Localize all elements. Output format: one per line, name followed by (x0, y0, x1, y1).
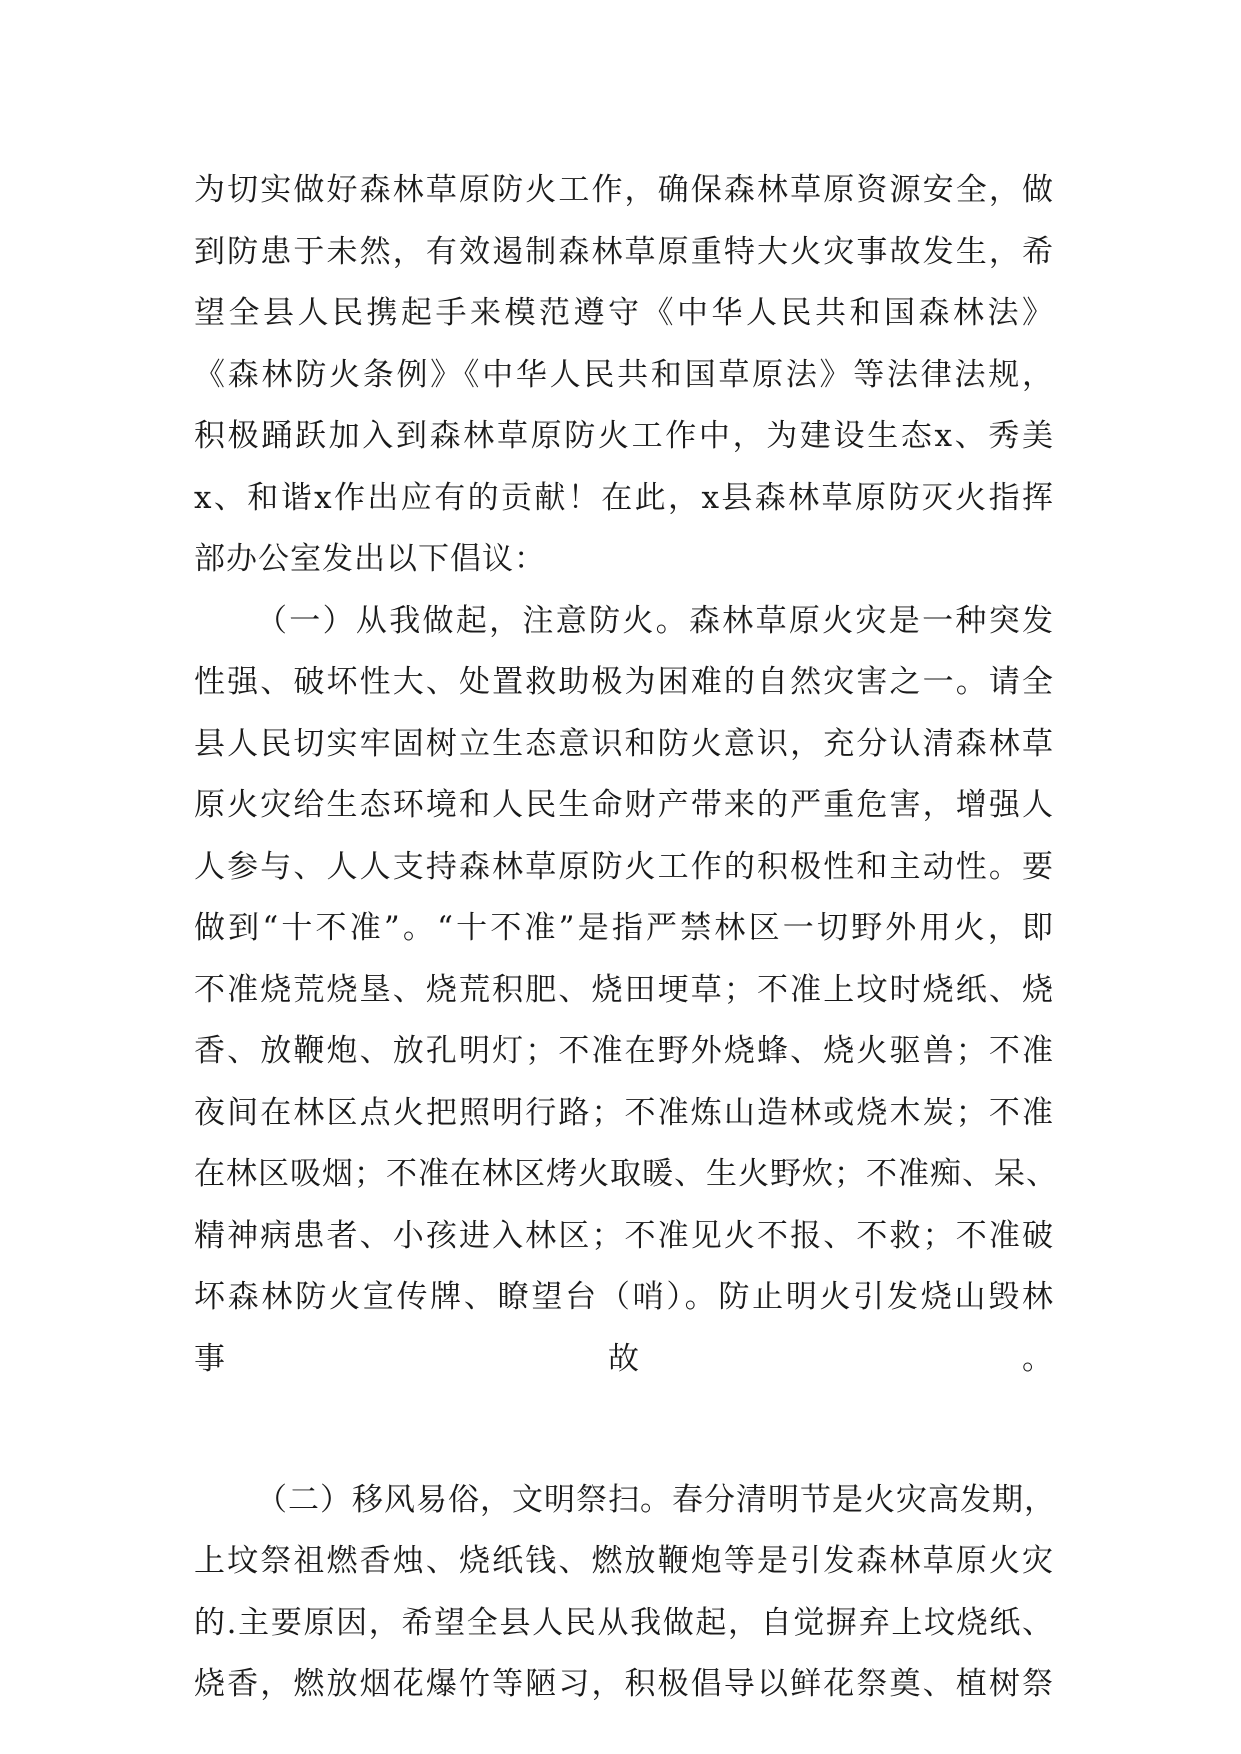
document-body (194, 160, 1058, 1716)
text-line: 县人民切实牢固树立生态意识和防火意识，充分认清森林草 (194, 725, 1054, 762)
paragraph-spacer (194, 1452, 1054, 1470)
text-line: 精神病患者、小孩进入林区；不准见火不报、不救；不准破 (194, 1217, 1054, 1254)
text-line: 夜间在林区点火把照明行路；不准炼山造林或烧木炭；不准 (194, 1094, 1054, 1131)
text-line: 烧香，燃放烟花爆竹等陋习，积极倡导以鲜花祭奠、植树祭 (194, 1666, 1054, 1702)
paragraph-item-1 (194, 591, 1058, 1452)
text-line: 的.主要原因，希望全县人民从我做起，自觉摒弃上坟烧纸、 (194, 1604, 1054, 1641)
text-line: （一）从我做起，注意防火。森林草原火灾是一种突发 (256, 602, 1054, 639)
text-line: 坏森林防火宣传牌、瞭望台（哨）。防止明火引发烧山毁林 (194, 1279, 1054, 1315)
text-line: 事故。 (194, 1340, 1054, 1377)
text-line: 上坟祭祖燃香烛、烧纸钱、燃放鞭炮等是引发森林草原火灾 (194, 1543, 1054, 1579)
text-line (194, 1390, 1054, 1452)
paragraph-intro (194, 160, 1054, 591)
text-line: 部办公室发出以下倡议： (194, 541, 546, 577)
text-line: 积极踊跃加入到森林草原防火工作中，为建设生态x、秀美 (194, 418, 1054, 454)
text-line: 到防患于未然，有效遏制森林草原重特大火灾事故发生，希 (194, 233, 1054, 270)
text-line: 不准烧荒烧垦、烧荒积肥、烧田埂草；不准上坟时烧纸、烧 (194, 971, 1054, 1008)
text-line: 做到“十不准”。“十不准”是指严禁林区一切野外用火，即 (194, 910, 1054, 946)
text-line: 性强、破坏性大、处置救助极为困难的自然灾害之一。请全 (194, 664, 1054, 700)
text-line: 原火灾给生态环境和人民生命财产带来的严重危害，增强人 (194, 787, 1054, 823)
paragraph-item-2 (194, 1470, 1054, 1716)
text-line: 望全县人民携起手来模范遵守《中华人民共和国森林法》 (194, 295, 1054, 331)
text-line: 人参与、人人支持森林草原防火工作的积极性和主动性。要 (194, 848, 1054, 885)
text-line: （二）移风易俗，文明祭扫。春分清明节是火灾高发期， (256, 1481, 1056, 1518)
text-line: 在林区吸烟；不准在林区烤火取暖、生火野炊；不准痴、呆、 (194, 1156, 1058, 1192)
text-line: x、和谐x作出应有的贡献！在此，x县森林草原防灭火指挥 (194, 479, 1054, 516)
text-line: 《森林防火条例》《中华人民共和国草原法》等法律法规， (194, 356, 1054, 393)
text-line: 香、放鞭炮、放孔明灯；不准在野外烧蜂、烧火驱兽；不准 (194, 1033, 1054, 1069)
text-line: 为切实做好森林草原防火工作，确保森林草原资源安全，做 (194, 172, 1054, 208)
